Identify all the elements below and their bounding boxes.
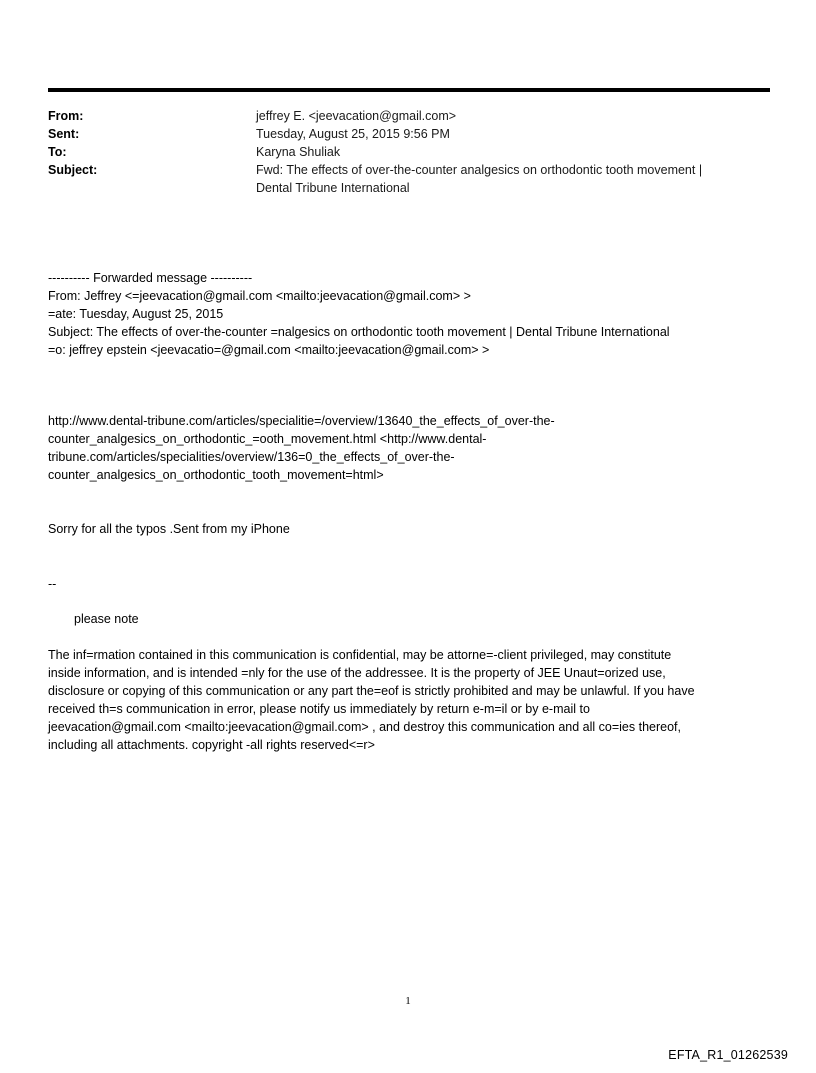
signature-dashes: -- xyxy=(48,577,57,591)
forwarded-line: From: Jeffrey <=jeevacation@gmail.com <mailto:jeevacation@gmail.com> > xyxy=(48,289,471,303)
sent-label: Sent: xyxy=(48,127,80,141)
from-label: From: xyxy=(48,109,84,123)
disclaimer-line: including all attachments. copyright -all rights reserved<=r> xyxy=(48,738,375,752)
forwarded-line: ---------- Forwarded message ---------- xyxy=(48,271,253,285)
disclaimer-line: jeevacation@gmail.com <mailto:jeevacation@gmail.com> , and destroy this communication and all co=ies thereof, xyxy=(48,720,681,734)
disclaimer-line: received th=s communication in error, please notify us immediately by return e-m=il or by e-mail to xyxy=(48,702,590,716)
to-value: Karyna Shuliak xyxy=(256,145,341,159)
disclaimer-block xyxy=(48,646,760,754)
article-link-line[interactable]: tribune.com/articles/specialities/overview/136=0_the_effects_of_over-the- xyxy=(48,450,455,464)
article-link-line[interactable]: counter_analgesics_on_orthodontic_tooth_movement=html> xyxy=(48,468,384,482)
subject-value xyxy=(256,161,756,197)
disclaimer-line: inside information, and is intended =nly for the use of the addressee. It is the property of JEE Unaut=orized use, xyxy=(48,666,666,680)
disclaimer-line: The inf=rmation contained in this communication is confidential, may be attorne=-client privileged, may constitute xyxy=(48,648,672,662)
forwarded-line: Subject: The effects of over-the-counter =nalgesics on orthodontic tooth movement | Dental Tribune International xyxy=(48,325,670,339)
please-note: please note xyxy=(74,612,139,626)
header-rule xyxy=(48,88,770,92)
page-number: 1 xyxy=(405,995,411,1007)
to-label: To: xyxy=(48,145,67,159)
forwarded-line: =o: jeffrey epstein <jeevacatio=@gmail.com <mailto:jeevacation@gmail.com> > xyxy=(48,343,490,357)
document-id: EFTA_R1_01262539 xyxy=(668,1048,788,1062)
article-link-block[interactable] xyxy=(48,412,760,484)
article-link-line[interactable]: counter_analgesics_on_orthodontic_=ooth_movement.html <http://www.dental- xyxy=(48,432,487,446)
from-value: jeffrey E. <jeevacation@gmail.com> xyxy=(256,109,457,123)
forwarded-line: =ate: Tuesday, August 25, 2015 xyxy=(48,307,224,321)
subject-line: Dental Tribune International xyxy=(256,181,410,195)
disclaimer-line: disclosure or copying of this communication or any part the=eof is strictly prohibited and may be unlawful. If you have xyxy=(48,684,695,698)
forwarded-message-block xyxy=(48,269,760,359)
typos-line: Sorry for all the typos .Sent from my iPhone xyxy=(48,522,290,536)
article-link-line[interactable]: http://www.dental-tribune.com/articles/specialitie=/overview/13640_the_effects_of_over-the- xyxy=(48,414,555,428)
subject-line: Fwd: The effects of over-the-counter analgesics on orthodontic tooth movement | xyxy=(256,163,703,177)
sent-value: Tuesday, August 25, 2015 9:56 PM xyxy=(256,127,450,141)
subject-label: Subject: xyxy=(48,163,98,177)
